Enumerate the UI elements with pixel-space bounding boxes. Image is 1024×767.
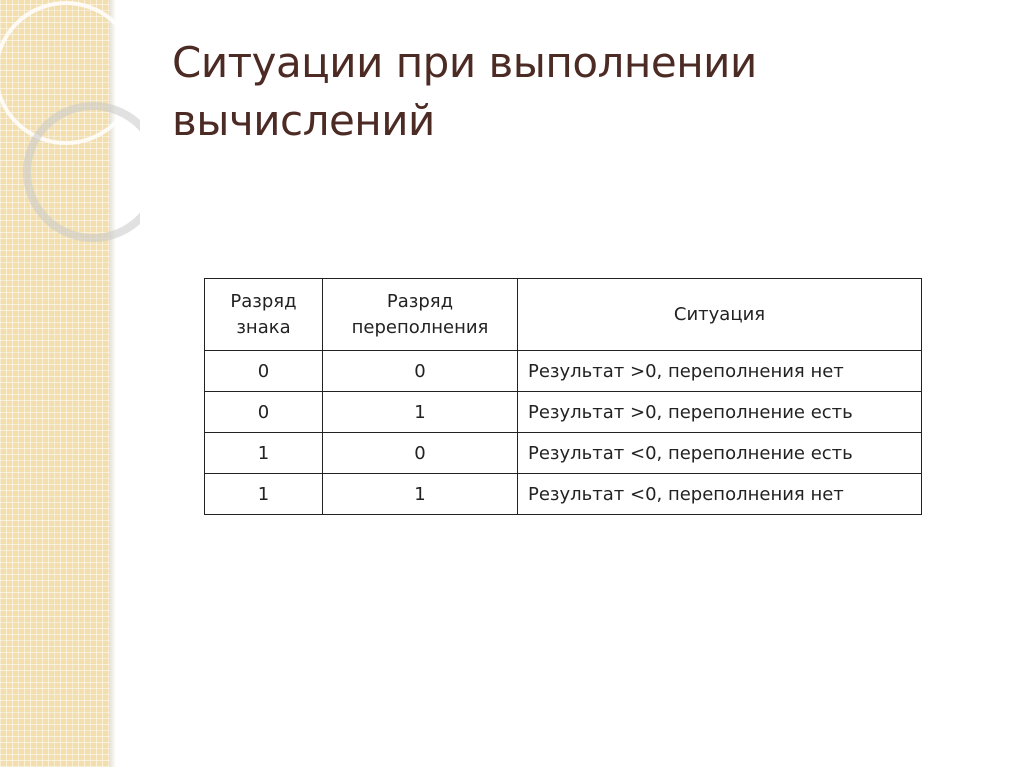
cell-overflow-bit: 0 [323,433,518,474]
cell-situation: Результат <0, переполнения нет [518,474,922,515]
cell-situation: Результат >0, переполнения нет [518,351,922,392]
cell-situation: Результат >0, переполнение есть [518,392,922,433]
cell-sign-bit: 0 [205,392,323,433]
cell-overflow-bit: 1 [323,474,518,515]
situations-table [204,278,922,515]
header-situation: Ситуация [518,279,922,351]
table-row [205,351,922,392]
table-header-row [205,279,922,351]
header-overflow-bit: Разряд переполнения [323,279,518,351]
table-row [205,392,922,433]
table-row [205,474,922,515]
decorative-rings-icon [0,0,140,300]
cell-sign-bit: 0 [205,351,323,392]
cell-sign-bit: 1 [205,433,323,474]
header-sign-bit: Разряд знака [205,279,323,351]
cell-sign-bit: 1 [205,474,323,515]
cell-situation: Результат <0, переполнение есть [518,433,922,474]
slide-title: Ситуации при выполнении вычислений [172,38,757,145]
table-row [205,433,922,474]
cell-overflow-bit: 1 [323,392,518,433]
cell-overflow-bit: 0 [323,351,518,392]
